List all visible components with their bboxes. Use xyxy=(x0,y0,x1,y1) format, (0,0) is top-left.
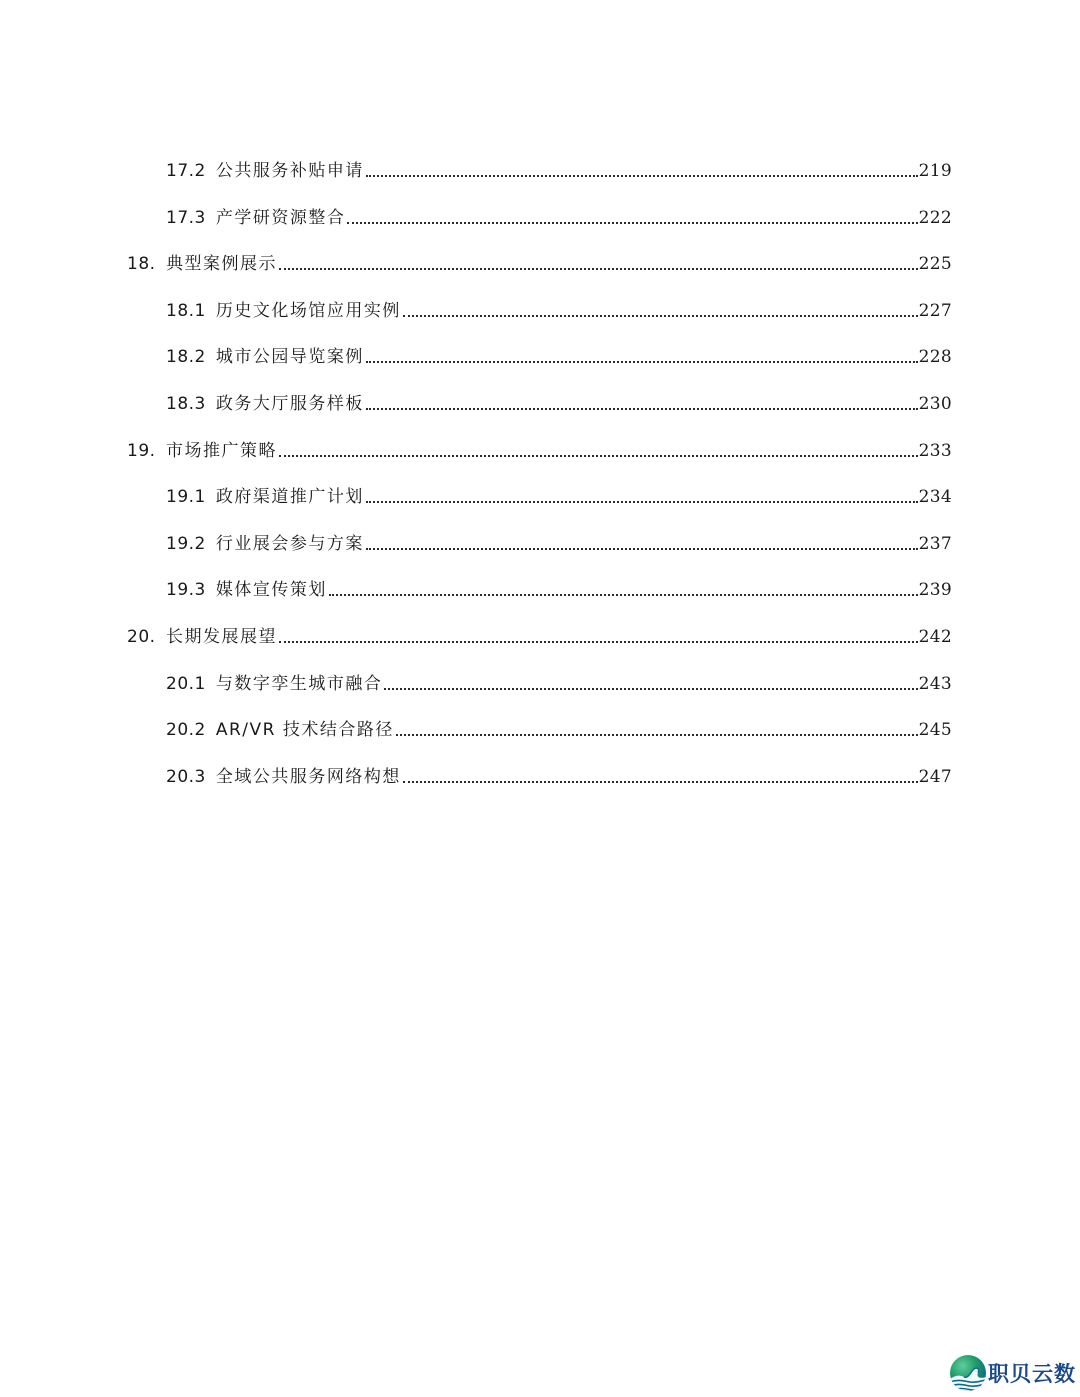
toc-entry-page: 243 xyxy=(918,674,952,694)
toc-entry-number: 18.3 xyxy=(166,394,206,414)
toc-entry[interactable] xyxy=(166,206,952,230)
toc-entry-number: 20.1 xyxy=(166,674,206,694)
toc-entry-number: 20.2 xyxy=(166,720,206,740)
toc-entry[interactable] xyxy=(166,345,952,369)
toc-entry-page: 228 xyxy=(918,347,952,367)
toc-entry-number: 17.2 xyxy=(166,161,206,181)
dot-leader xyxy=(347,221,917,224)
dot-leader xyxy=(329,593,918,596)
toc-entry[interactable] xyxy=(166,672,952,696)
toc-entry[interactable] xyxy=(166,578,952,602)
dot-leader xyxy=(403,780,918,783)
toc-entry-number: 20.3 xyxy=(166,767,206,787)
toc-entry-title: 政务大厅服务样板 xyxy=(215,394,364,414)
toc-entry-title: 全域公共服务网络构想 xyxy=(215,767,401,787)
toc-entry-title: 市场推广策略 xyxy=(166,441,277,461)
toc-entry-title: 与数字孪生城市融合 xyxy=(215,674,383,694)
toc-entry-page: 234 xyxy=(918,487,952,507)
toc-entry-page: 239 xyxy=(918,580,952,600)
toc-entry-number: 20. xyxy=(127,627,156,647)
toc-entry-number: 19.2 xyxy=(166,534,206,554)
toc-entry-number: 18. xyxy=(127,254,156,274)
dot-leader xyxy=(366,407,918,410)
dot-leader xyxy=(279,267,918,270)
toc-entry-page: 230 xyxy=(918,394,952,414)
toc-entry-page: 247 xyxy=(918,767,952,787)
dot-leader xyxy=(366,500,918,503)
toc-entry-title: 典型案例展示 xyxy=(166,254,277,274)
dot-leader xyxy=(396,733,918,736)
toc-entry-page: 222 xyxy=(918,208,952,228)
dot-leader xyxy=(366,547,918,550)
toc-entry-page: 233 xyxy=(918,441,952,461)
dot-leader xyxy=(279,640,918,643)
toc-entry[interactable] xyxy=(166,718,952,742)
toc-entry[interactable] xyxy=(166,765,952,789)
toc-entry-number: 17.3 xyxy=(166,208,206,228)
dot-leader xyxy=(384,687,917,690)
toc-chapter-entry[interactable] xyxy=(127,625,952,649)
toc-entry-number: 18.2 xyxy=(166,347,206,367)
toc-entry-title: 媒体宣传策划 xyxy=(215,580,327,600)
toc-entry[interactable] xyxy=(166,392,952,416)
toc-entry-page: 225 xyxy=(918,254,952,274)
toc-entry-number: 19. xyxy=(127,441,156,461)
toc-entry-number: 18.1 xyxy=(166,301,206,321)
watermark-text: 职贝云数 xyxy=(988,1362,1076,1386)
toc-entry-title: 行业展会参与方案 xyxy=(215,534,364,554)
watermark-logo xyxy=(950,1353,1076,1393)
wave-globe-logo-icon xyxy=(950,1355,986,1391)
toc-entry-title: 产学研资源整合 xyxy=(215,208,346,228)
toc-entry-title: 城市公园导览案例 xyxy=(215,347,364,367)
toc-entry-number: 19.1 xyxy=(166,487,206,507)
toc-entry-title: 政府渠道推广计划 xyxy=(215,487,364,507)
toc-entry-page: 227 xyxy=(918,301,952,321)
toc-entry[interactable] xyxy=(166,299,952,323)
toc-entry[interactable] xyxy=(166,485,952,509)
toc-entry-page: 237 xyxy=(918,534,952,554)
toc-chapter-entry[interactable] xyxy=(127,439,952,463)
toc-entry[interactable] xyxy=(166,159,952,183)
toc-entry-title: 长期发展展望 xyxy=(166,627,277,647)
dot-leader xyxy=(366,360,918,363)
toc-chapter-entry[interactable] xyxy=(127,252,952,276)
dot-leader xyxy=(366,174,918,177)
toc-entry-title: 公共服务补贴申请 xyxy=(215,161,364,181)
toc-entry-page: 245 xyxy=(918,720,952,740)
toc-entry-number: 19.3 xyxy=(166,580,206,600)
dot-leader xyxy=(279,454,918,457)
toc-entry-page: 219 xyxy=(918,161,952,181)
toc-entry[interactable] xyxy=(166,532,952,556)
dot-leader xyxy=(403,314,918,317)
toc-entry-title: 历史文化场馆应用实例 xyxy=(215,301,401,321)
toc-entry-page: 242 xyxy=(918,627,952,647)
toc-entry-title: AR/VR 技术结合路径 xyxy=(215,720,394,740)
